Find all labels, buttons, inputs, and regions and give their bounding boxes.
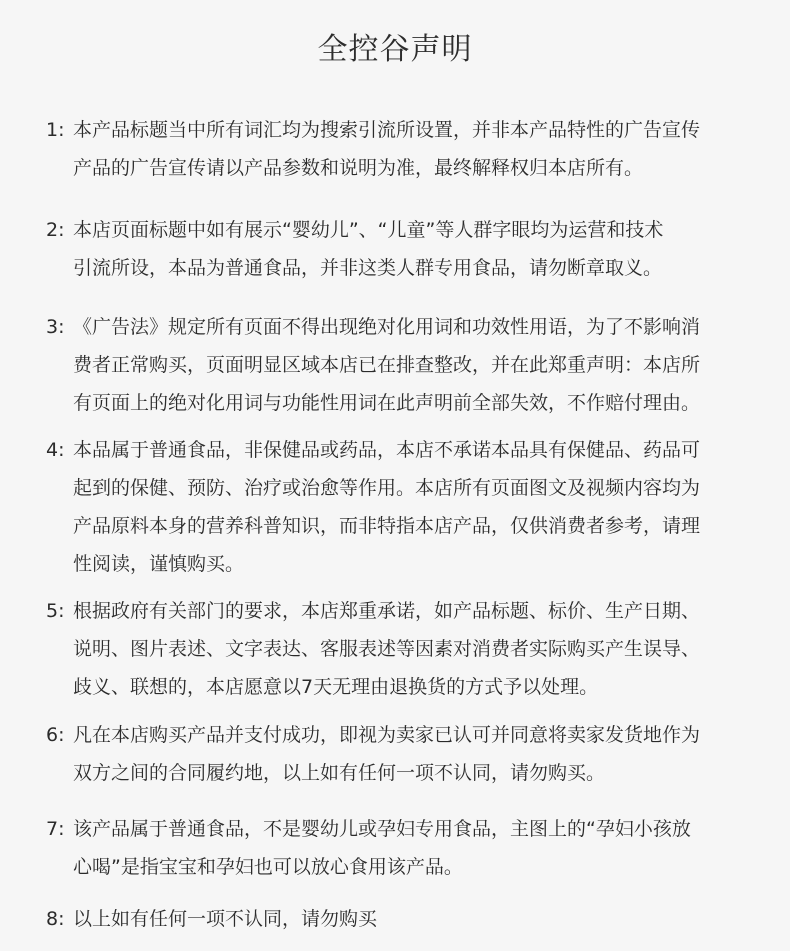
item-line: 引流所设，本品为普通食品，并非这类人群专用食品，请勿断章取义。: [73, 257, 663, 279]
item-line: 本品属于普通食品，非保健品或药品，本店不承诺本品具有保健品、药品可: [73, 439, 701, 461]
item-number: 7:: [46, 818, 65, 840]
page-title: 全控谷声明: [317, 32, 473, 67]
item-line: 双方之间的合同履约地，以上如有任何一项不认同，请勿购买。: [73, 762, 606, 784]
statement-item-6: [46, 716, 756, 792]
item-line: 根据政府有关部门的要求，本店郑重承诺，如产品标题、标价、生产日期、: [73, 600, 701, 622]
item-text: [46, 111, 756, 187]
item-line: 本店页面标题中如有展示“婴幼儿”、“儿童”等人群字眼均为运营和技术: [73, 219, 664, 241]
item-line: 费者正常购买，页面明显区域本店已在排查整改，并在此郑重声明：本店所: [73, 354, 701, 376]
item-line: 凡在本店购买产品并支付成功，即视为卖家已认可并同意将卖家发货地作为: [73, 724, 701, 746]
item-line: 本产品标题当中所有词汇均为搜索引流所设置，并非本产品特性的广告宣传: [73, 119, 701, 141]
item-number: 2:: [46, 219, 65, 241]
item-number: 3:: [46, 316, 65, 338]
statement-item-4: [46, 431, 756, 583]
item-line: 《广告法》规定所有页面不得出现绝对化用词和功效性用语，为了不影响消: [73, 316, 701, 338]
item-number: 4:: [46, 439, 65, 461]
statement-item-2: [46, 211, 756, 287]
statement-item-8: [46, 900, 756, 938]
item-line: 心喝”是指宝宝和孕妇也可以放心食用该产品。: [73, 856, 463, 878]
item-text: [46, 592, 756, 706]
statement-item-3: [46, 308, 756, 422]
item-line: 产品原料本身的营养科普知识，而非特指本店产品，仅供消费者参考，请理: [73, 515, 701, 537]
item-number: 8:: [46, 908, 65, 930]
item-line: 以上如有任何一项不认同，请勿购买: [73, 908, 378, 930]
item-text: [46, 431, 756, 583]
statement-item-7: [46, 810, 756, 886]
item-line: 该产品属于普通食品，不是婴幼儿或孕妇专用食品，主图上的“孕妇小孩放: [73, 818, 691, 840]
item-text: [46, 900, 756, 938]
item-line: 产品的广告宣传请以产品参数和说明为准，最终解释权归本店所有。: [73, 157, 644, 179]
statement-item-1: [46, 111, 756, 187]
item-line: 有页面上的绝对化用词与功能性用词在此声明前全部失效，不作赔付理由。: [73, 392, 701, 414]
item-line: 说明、图片表述、文字表达、客服表述等因素对消费者实际购买产生误导、: [73, 638, 701, 660]
item-text: [46, 810, 756, 886]
item-text: [46, 716, 756, 792]
item-line: 歧义、联想的，本店愿意以7天无理由退换货的方式予以处理。: [73, 676, 599, 698]
statement-item-5: [46, 592, 756, 706]
item-line: 起到的保健、预防、治疗或治愈等作用。本店所有页面图文及视频内容均为: [73, 477, 701, 499]
item-text: [46, 308, 756, 422]
item-line: 性阅读，谨慎购买。: [73, 553, 245, 575]
item-text: [46, 211, 756, 287]
item-number: 5:: [46, 600, 65, 622]
item-number: 6:: [46, 724, 65, 746]
item-number: 1:: [46, 119, 65, 141]
